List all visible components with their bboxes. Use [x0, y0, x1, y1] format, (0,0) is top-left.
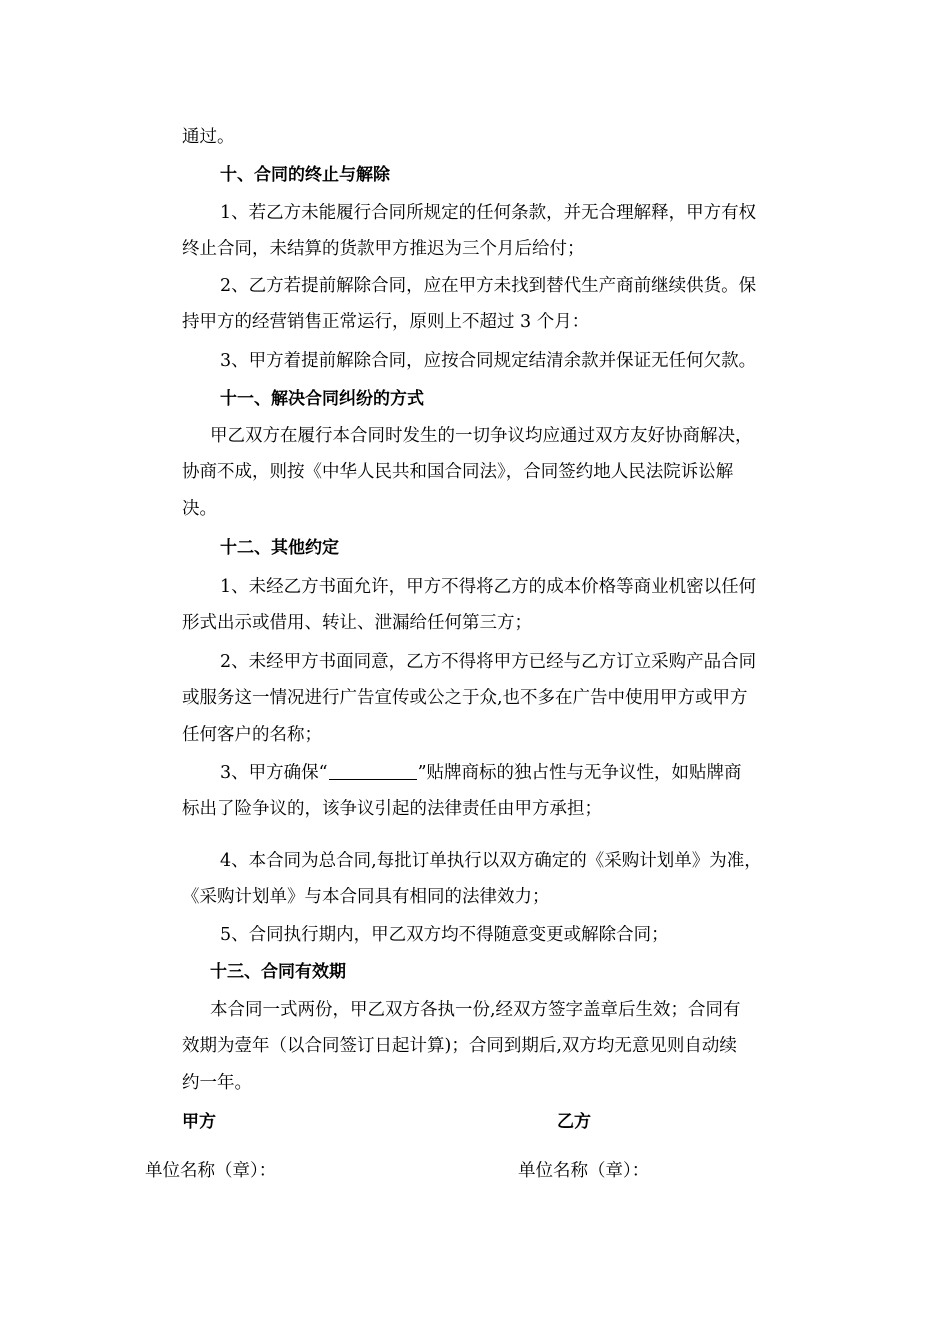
- fill-in-blank: [329, 763, 417, 780]
- paragraph-line: 任何客户的名称；: [182, 725, 322, 745]
- paragraph-line: 形式出示或借用、转让、泄漏给任何第三方；: [182, 613, 532, 633]
- paragraph-line: 协商不成，则按《中华人民共和国合同法》，合同签约地人民法院诉讼解: [182, 462, 734, 482]
- section-heading-13: 十三、合同有效期: [210, 962, 346, 982]
- paragraph-line: 1、若乙方未能履行合同所规定的任何条款，并无合理解释，甲方有权: [220, 203, 757, 223]
- paragraph-line-with-blank: [220, 761, 742, 785]
- section-heading-10: 十、合同的终止与解除: [220, 165, 390, 185]
- paragraph-line: 《采购计划单》与本合同具有相同的法律效力；: [182, 887, 550, 907]
- paragraph-line: 终止合同，未结算的货款甲方推迟为三个月后给付；: [182, 239, 585, 259]
- paragraph-line: 4、本合同为总合同,每批订单执行以双方确定的《采购计划单》为准，: [220, 851, 762, 871]
- unit-name-b: 单位名称（章）：: [518, 1161, 650, 1181]
- party-b-label: 乙方: [557, 1112, 591, 1132]
- paragraph-line: 2、未经甲方书面同意，乙方不得将甲方已经与乙方订立采购产品合同: [220, 652, 757, 672]
- paragraph-line: 1、未经乙方书面允许，甲方不得将乙方的成本价格等商业机密以任何: [220, 577, 757, 597]
- paragraph-line: 本合同一式两份，甲乙双方各执一份,经双方签字盖章后生效；合同有: [210, 1000, 741, 1020]
- paragraph-line: 效期为壹年（以合同签订日起计算)；合同到期后,双方均无意见则自动续: [182, 1036, 737, 1056]
- paragraph-line: 2、乙方若提前解除合同，应在甲方未找到替代生产商前继续供货。保: [220, 276, 757, 296]
- paragraph-line: 或服务这一情况进行广告宣传或公之于众,也不多在广告中使用甲方或甲方: [182, 688, 748, 708]
- unit-name-a: 单位名称（章）：: [145, 1161, 277, 1181]
- paragraph-line: 决。: [182, 499, 217, 519]
- paragraph-line: 持甲方的经营销售正常运行，原则上不超过 3 个月：: [182, 312, 590, 332]
- paragraph-line: 甲乙双方在履行本合同时发生的一切争议均应通过双方友好协商解决，: [210, 426, 753, 446]
- paragraph-line: 通过。: [182, 127, 235, 147]
- paragraph-line: 5、合同执行期内，甲乙双方均不得随意变更或解除合同；: [220, 925, 669, 945]
- section-heading-11: 十一、解决合同纠纷的方式: [220, 389, 424, 409]
- party-a-label: 甲方: [182, 1112, 216, 1132]
- paragraph-line: 标出了险争议的，该争议引起的法律责任由甲方承担；: [182, 799, 602, 819]
- section-heading-12: 十二、其他约定: [220, 538, 339, 558]
- paragraph-line: 3、甲方着提前解除合同，应按合同规定结清余款并保证无任何欠款。: [220, 351, 757, 371]
- text-fragment: 3、甲方确保“: [220, 763, 328, 783]
- text-fragment: ”贴牌商标的独占性与无争议性，如贴牌商: [417, 763, 742, 783]
- paragraph-line: 约一年。: [182, 1073, 252, 1093]
